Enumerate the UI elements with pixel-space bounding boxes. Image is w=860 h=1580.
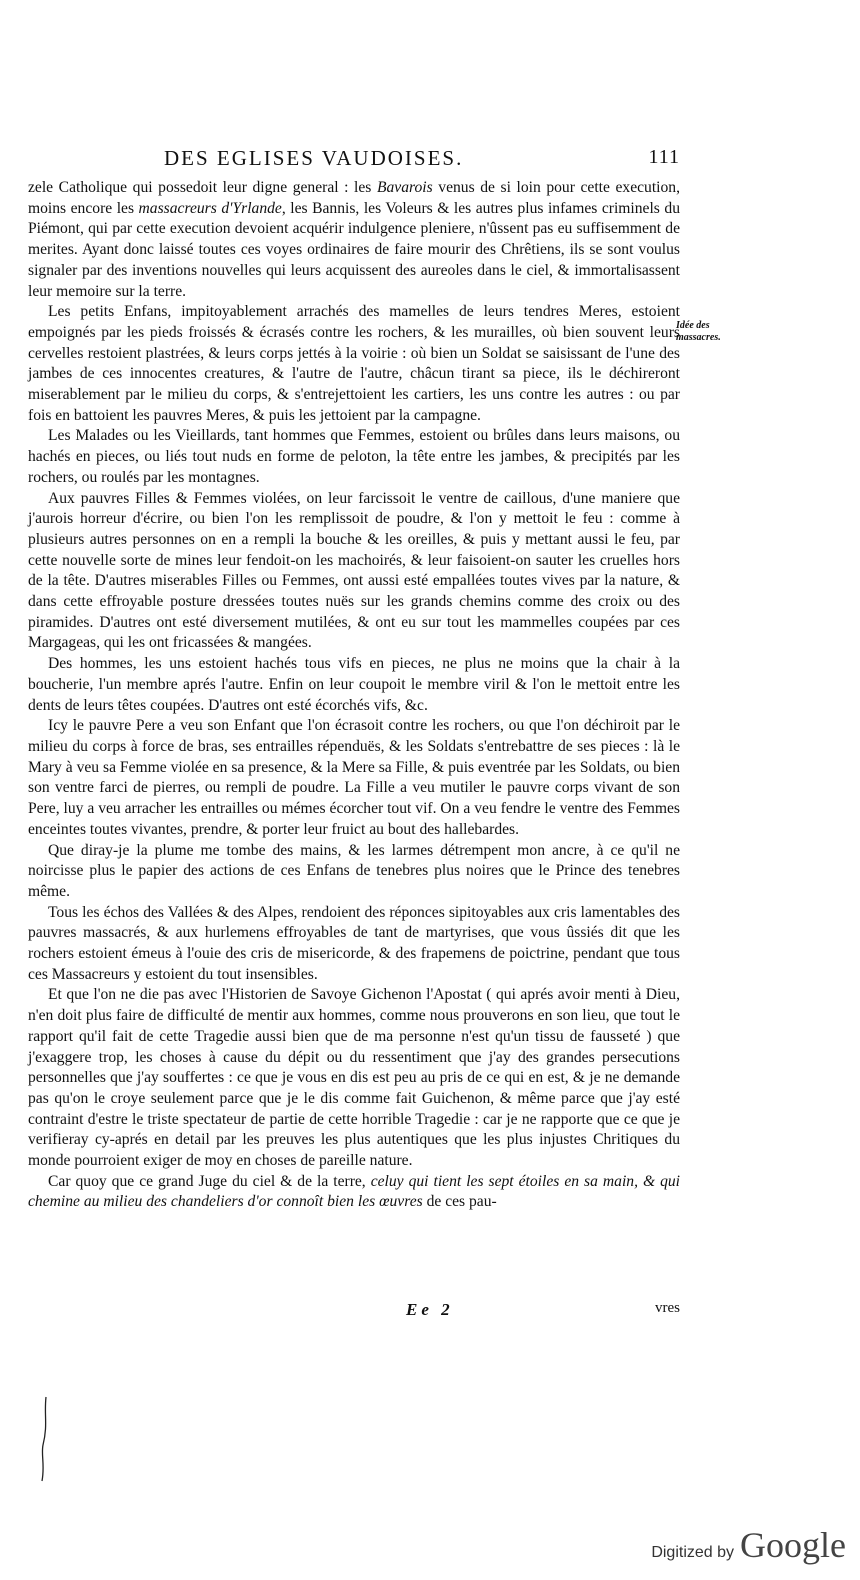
scan-artifact-marks [30,1395,60,1485]
paragraph [28,1172,680,1213]
margin-note [676,320,736,344]
paragraph [28,178,680,302]
page-footer [28,1300,680,1322]
signature-mark: Ee 2 [406,1300,454,1319]
digitized-watermark [651,1524,846,1568]
page-number: 111 [648,146,680,168]
text-run: Et que l'on ne die pas avec l'Historien de Savoye Gichenon l'Apostat ( qui aprés avoir menti à Dieu, n'en doit plus faire de difficulté de mentir aux hommes, comme nous prouverons en son lieu, que tout le rapport qu'il fait de cette Tragedie aussi bien que de ma personne n'est qu'un tissu de fausseté ) que j'exaggere trop, les choses à cause du dépit ou du ressentiment que j'ay des grandes persecutions personnelles que j'ay souffertes : ce que je vous en dis est peu au pris de ce qui en est, & je ne demande pas qu'on le croye seulement parce que je le dis comme fait Guichenon, & même parce que j'ay esté contraint d'estre le triste spectateur de partie de cette horrible Tragedie : car je ne rapporte que ce que je verifieray cy-aprés en detail par les preuves les plus autentiques que les plus injustes Chritiques du monde pourroient exiger de moy en choses de pareille nature. [28,986,680,1170]
watermark-logo: Google [740,1525,846,1565]
paragraph [28,841,680,903]
paragraph [28,489,680,655]
margin-note-line: massacres. [676,332,721,343]
text-run: de ces pau- [422,1193,497,1211]
body-text [28,178,680,1213]
paragraph [28,716,680,840]
text-run: venus de si loin pour cette execution, moins encore les [28,179,681,217]
italic-run: celuy qui tient les sept étoiles en sa main, & qui chemine au milieu des chandeliers d'or connoît bien les œuvres [28,1172,681,1211]
text-run: Les petits Enfans, impitoyablement arrachés des mamelles de leurs tendres Meres, estoient empoignés par les pieds froissés & écrasés contre les rochers, & les murailles, où bien souvent leurs cervelles restoient plastrées, & leurs corps jettés à la voirie : où bien un Soldat se saisissant de l'une des jambes de ces innocentes creatures, & l'autre de l'autre, châcun tirant sa piece, ils le déchireront miserablement par le milieu du corps, & s'entrejettoient les cartiers, les uns contre les autres : ou par fois en battoient les pauvres Meres, & puis les jettoient par la campagne. [28,303,680,424]
paragraph [28,903,680,986]
paragraph [28,654,680,716]
text-run: Des hommes, les uns estoient hachés tous vifs en pieces, ne plus ne moins que la chair à la boucherie, l'un membre aprés l'autre. Enfin on leur coupoit le membre viril & l'on le mettoit entre les dents de leurs têtes coupées. D'autres ont esté écorchés vifs, &c. [28,655,680,714]
italic-run: massacreurs d'Yrlande [138,199,282,217]
text-run: Les Malades ou les Vieillards, tant hommes que Femmes, estoient ou brûles dans leurs maisons, ou hachés en pieces, ou liés tout nuds en forme de peloton, la tête entre les jambes, & precipités par les rochers, ou roulés par les montagnes. [28,427,680,486]
italic-run: Bavarois [376,179,433,196]
text-run: , les Bannis, les Voleurs & les autres plus infames criminels du Piémont, qui par cette execution devoient acquérir indulgence pleniere, n'ûssent pas eu suffisemment de merites. Ayant donc laissé toutes ces voyes ordinaires de faire mourir des Chrêtiens, ils se sont voulus signaler par des inventions nouvelles qui leurs acquissent des aureoles dans le ciel, & immortalisassent leur memoire sur la terre. [28,199,680,300]
text-run: Icy le pauvre Pere a veu son Enfant que l'on écrasoit contre les rochers, ou que l'on déchiroit par le milieu du corps à force de bras, ses entrailles répenduës, & les Soldats s'entrebattre de ses pieces : là le Mary à veu sa Femme violée en sa presence, & la Mere sa Fille, & puis eventrée par les Soldats, ou bien son ventre farci de pierres, ou rempli de poudre. La Fille a veu mutiler le pauvre corps vivant de son Pere, luy a veu arracher les entrailles ou mémes écorcher tout vif. On a veu fendre le ventre des Femmes enceintes toutes vivantes, prendre, & porter leur fruict au bout des hallebardes. [28,717,680,838]
text-run: Que diray-je la plume me tombe des mains, & les larmes détrempent mon ancre, à ce qu'il ne noircisse plus le papier des actions de ces Enfans de tenebres plus noires que le Prince des tenebres même. [28,841,680,900]
margin-note-line: Idée des [676,320,710,331]
page-header [160,146,680,180]
running-title: DES EGLISES VAUDOISES. [164,146,464,170]
text-run: Tous les échos des Vallées & des Alpes, rendoient des réponces sipitoyables aux cris lamentables des pauvres massacrés, & aux hurlemens effroyables de tant de martyrises, que vous ûssiés dit que les rochers estoient émeus à l'ouie des cris de misericorde, & des frapemens de poictrine, pendant que tous ces Massacreurs y estoient du tout insensibles. [28,903,680,983]
text-run: Aux pauvres Filles & Femmes violées, on leur farcissoit le ventre de caillous, d'une maniere que j'aurois horreur d'écrire, ou bien l'on les remplissoit de poudre, & l'on y mettoit le feu : comme à plusieurs autres personnes on en a rempli la bouche & les oreilles, & puis y mettant aussi le feu, par cette nouvelle sorte de mines leur fendoit-on les machoirés, & leur faisoient-on sauter les cruelles hors de la tête. D'autres miserables Filles ou Femmes, ont aussi esté empallées toutes vives par la nature, & dans cette effroyable posture dressées toutes nuës sur les grands chemins comme des croix ou des piramides. D'autres ont esté diversement mutilées, & ont eu sur tout les mammelles coupées par ces Margageas, qui les ont fricassées & mangées. [28,489,680,652]
text-run: Car quoy que ce grand Juge du ciel & de la terre, [48,1172,371,1190]
paragraph [28,426,680,488]
text-run: zele Catholique qui possedoit leur digne general : les [28,179,377,196]
catchword: vres [655,1300,680,1316]
paragraph [28,985,680,1171]
watermark-prefix: Digitized by [651,1544,735,1561]
paragraph [28,302,680,426]
